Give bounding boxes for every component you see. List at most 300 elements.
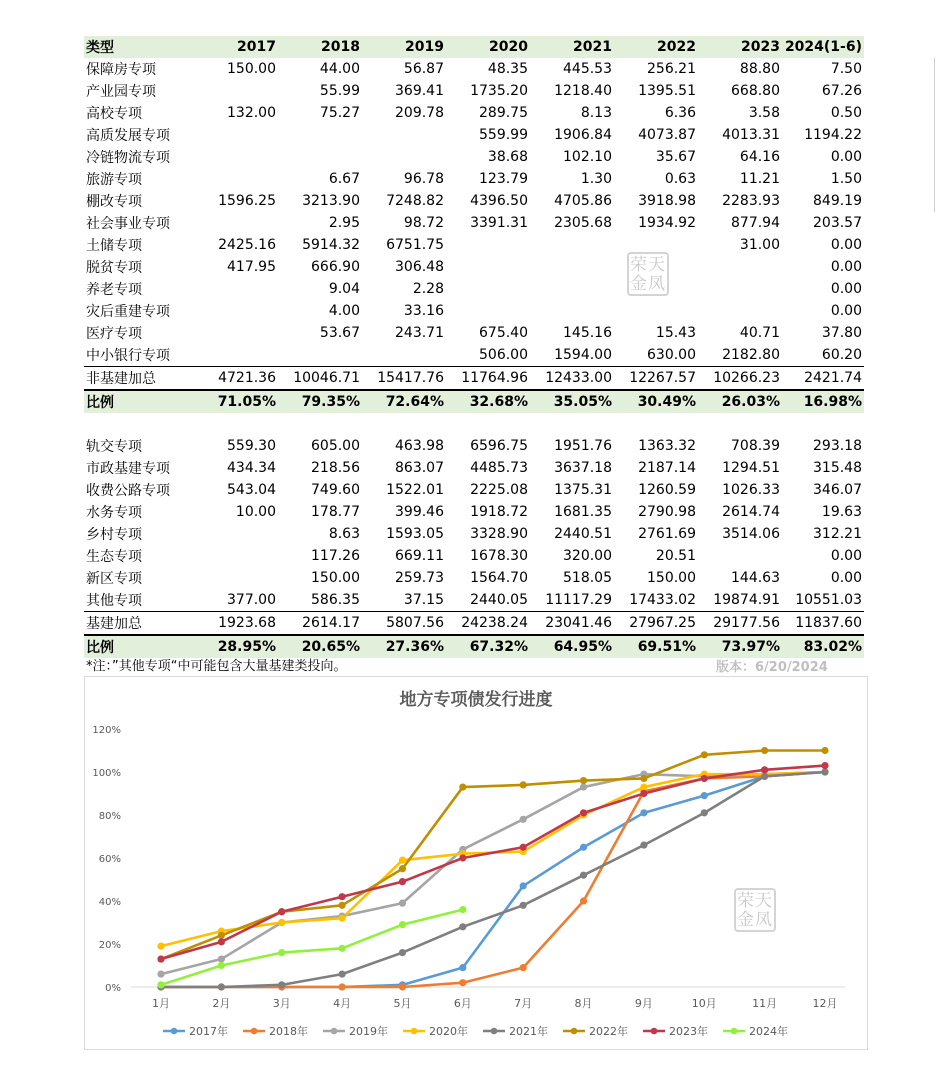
chart-canvas (85, 677, 867, 1049)
value-cell: 675.40 (479, 325, 528, 341)
table-row (84, 58, 864, 80)
data-point (520, 902, 527, 909)
data-point (218, 938, 225, 945)
legend-label: 2017年 (189, 1025, 228, 1038)
x-tick-label: 4月 (333, 997, 352, 1010)
value-cell: 83.02% (803, 639, 862, 655)
value-cell: 56.87 (403, 61, 444, 77)
data-point (640, 775, 647, 782)
data-point (338, 983, 345, 990)
value-cell: 877.94 (731, 215, 780, 231)
value-cell (198, 545, 278, 567)
value-cell: 37.15 (403, 592, 444, 608)
value-cell: 64.16 (739, 149, 780, 165)
data-point (399, 949, 406, 956)
data-point (218, 962, 225, 969)
y-tick-label: 120% (92, 725, 121, 736)
value-cell: 0.00 (830, 570, 862, 586)
data-point (701, 792, 708, 799)
value-cell: 863.07 (395, 460, 444, 476)
x-tick-label: 7月 (514, 997, 533, 1010)
x-tick-label: 10月 (691, 997, 717, 1010)
row-label: 灾后重建专项 (86, 304, 170, 320)
data-point (399, 865, 406, 872)
data-point (157, 971, 164, 978)
data-point (459, 923, 466, 930)
data-point (701, 809, 708, 816)
value-cell: 150.00 (647, 570, 696, 586)
value-cell: 5914.32 (302, 237, 360, 253)
x-tick-label: 9月 (634, 997, 653, 1010)
legend-marker-icon (731, 1028, 738, 1035)
column-header-year: 2020 (489, 39, 528, 55)
value-cell: 38.68 (487, 149, 528, 165)
value-cell (198, 146, 278, 168)
value-cell: 6596.75 (470, 438, 528, 454)
row-label: 基建加总 (84, 612, 198, 636)
value-cell: 6.36 (664, 105, 696, 121)
value-cell: 10266.23 (698, 367, 782, 391)
data-point (399, 921, 406, 928)
table-row (84, 567, 864, 589)
value-cell: 1.50 (830, 171, 862, 187)
row-label: 生态专项 (86, 549, 142, 565)
y-tick-label: 0% (105, 983, 121, 994)
value-cell: 2187.14 (638, 460, 696, 476)
data-point (640, 783, 647, 790)
data-point (761, 773, 768, 780)
table-header-row (84, 36, 864, 58)
data-point (399, 878, 406, 885)
value-cell (446, 300, 530, 322)
data-point (218, 955, 225, 962)
data-point (821, 747, 828, 754)
table-row (84, 234, 864, 256)
value-cell: 30.49% (637, 394, 696, 410)
table-row (84, 300, 864, 322)
bond-issuance-table (84, 36, 864, 658)
value-cell (698, 300, 782, 322)
value-cell: 1594.00 (554, 347, 612, 363)
value-cell (198, 567, 278, 589)
value-cell: 256.21 (647, 61, 696, 77)
value-cell (446, 256, 530, 278)
data-point (580, 809, 587, 816)
value-cell: 518.05 (563, 570, 612, 586)
value-cell: 4013.31 (722, 127, 780, 143)
value-cell: 4396.50 (470, 193, 528, 209)
series-line (161, 772, 825, 987)
value-cell: 3637.18 (554, 460, 612, 476)
value-cell (446, 234, 530, 256)
value-cell: 20.51 (655, 548, 696, 564)
data-point (399, 857, 406, 864)
value-cell: 1951.76 (554, 438, 612, 454)
value-cell (198, 300, 278, 322)
value-cell: 5807.56 (362, 612, 446, 636)
series-line (161, 772, 825, 974)
value-cell: 1375.31 (554, 482, 612, 498)
value-cell (530, 278, 614, 300)
value-cell (198, 212, 278, 234)
row-label: 轨交专项 (86, 439, 142, 455)
value-cell: 48.35 (487, 61, 528, 77)
value-cell: 4485.73 (470, 460, 528, 476)
value-cell: 434.34 (227, 460, 276, 476)
value-cell: 1681.35 (554, 504, 612, 520)
data-point (580, 783, 587, 790)
value-cell: 0.00 (830, 281, 862, 297)
value-cell: 1363.32 (638, 438, 696, 454)
data-point (520, 781, 527, 788)
value-cell: 2440.05 (470, 592, 528, 608)
value-cell: 33.16 (403, 303, 444, 319)
row-label: 土储专项 (86, 238, 142, 254)
value-cell: 2761.69 (638, 526, 696, 542)
legend-marker-icon (411, 1028, 418, 1035)
row-label: 非基建加总 (84, 367, 198, 391)
non-infra-total-row (84, 367, 864, 391)
value-cell: 8.63 (328, 526, 360, 542)
data-point (459, 906, 466, 913)
table-row (84, 435, 864, 457)
data-point (580, 872, 587, 879)
table-row (84, 256, 864, 278)
value-cell: 26.03% (721, 394, 780, 410)
row-label: 保障房专项 (86, 62, 156, 78)
value-cell: 3391.31 (470, 215, 528, 231)
value-cell: 506.00 (479, 347, 528, 363)
x-tick-label: 3月 (272, 997, 291, 1010)
value-cell: 64.95% (553, 639, 612, 655)
value-cell (198, 523, 278, 545)
value-cell (362, 146, 446, 168)
row-label: 脱贫专项 (86, 260, 142, 276)
value-cell: 7.50 (830, 61, 862, 77)
data-point (520, 882, 527, 889)
data-point (218, 932, 225, 939)
y-tick-label: 80% (98, 811, 121, 822)
value-cell: 605.00 (311, 438, 360, 454)
table-row (84, 278, 864, 300)
column-header-year: 2022 (657, 39, 696, 55)
x-tick-label: 1月 (152, 997, 170, 1010)
value-cell: 28.95% (217, 639, 276, 655)
data-point (338, 945, 345, 952)
value-cell (198, 168, 278, 190)
value-cell: 1735.20 (470, 83, 528, 99)
value-cell: 24238.24 (446, 612, 530, 636)
data-point (701, 751, 708, 758)
legend-label: 2021年 (509, 1025, 548, 1038)
value-cell: 3918.98 (638, 193, 696, 209)
x-tick-label: 6月 (453, 997, 472, 1010)
data-point (399, 900, 406, 907)
value-cell: 79.35% (301, 394, 360, 410)
value-cell (362, 344, 446, 367)
column-header-year: 2024(1-6) (784, 39, 862, 55)
value-cell: 559.99 (479, 127, 528, 143)
data-point (278, 908, 285, 915)
legend-label: 2020年 (429, 1025, 468, 1038)
value-cell: 29177.56 (698, 612, 782, 636)
spacer-row (84, 413, 864, 435)
bond-issuance-table-container (84, 36, 864, 658)
value-cell (198, 80, 278, 102)
value-cell: 1395.51 (638, 83, 696, 99)
table-row (84, 457, 864, 479)
value-cell: 346.07 (813, 482, 862, 498)
row-label: 比例 (86, 640, 114, 656)
value-cell: 0.00 (830, 259, 862, 275)
data-point (338, 971, 345, 978)
value-cell: 1596.25 (218, 193, 276, 209)
value-cell: 0.63 (664, 171, 696, 187)
legend-marker-icon (171, 1028, 178, 1035)
value-cell: 0.00 (830, 237, 862, 253)
legend-label: 2019年 (349, 1025, 388, 1038)
value-cell: 2283.93 (722, 193, 780, 209)
value-cell: 32.68% (469, 394, 528, 410)
data-point (278, 981, 285, 988)
watermark-stamp-icon: 荣天 金凤 (627, 252, 669, 296)
value-cell (198, 344, 278, 367)
value-cell: 75.27 (319, 105, 360, 121)
value-cell: 0.00 (830, 303, 862, 319)
table-row (84, 545, 864, 567)
x-tick-label: 2月 (212, 997, 231, 1010)
value-cell (698, 256, 782, 278)
value-cell: 4073.87 (638, 127, 696, 143)
value-cell: 150.00 (227, 61, 276, 77)
value-cell: 35.67 (655, 149, 696, 165)
value-cell: 6.67 (328, 171, 360, 187)
value-cell: 27.36% (385, 639, 444, 655)
table-row (84, 479, 864, 501)
row-label: 高校专项 (86, 106, 142, 122)
data-point (520, 964, 527, 971)
value-cell: 1218.40 (554, 83, 612, 99)
data-point (640, 842, 647, 849)
value-cell: 2790.98 (638, 504, 696, 520)
value-cell: 4.00 (328, 303, 360, 319)
value-cell: 72.64% (385, 394, 444, 410)
value-cell: 849.19 (813, 193, 862, 209)
value-cell: 123.79 (479, 171, 528, 187)
y-tick-label: 100% (92, 768, 121, 779)
value-cell (198, 322, 278, 344)
value-cell: 117.26 (311, 548, 360, 564)
data-point (821, 762, 828, 769)
value-cell: 144.63 (731, 570, 780, 586)
legend-label: 2023年 (669, 1025, 708, 1038)
value-cell (698, 545, 782, 567)
value-cell: 3213.90 (302, 193, 360, 209)
data-point (640, 809, 647, 816)
data-point (338, 915, 345, 922)
value-cell: 630.00 (647, 347, 696, 363)
legend-label: 2018年 (269, 1025, 308, 1038)
data-point (761, 747, 768, 754)
value-cell: 668.80 (731, 83, 780, 99)
value-cell: 19.63 (821, 504, 862, 520)
value-cell (530, 256, 614, 278)
value-cell: 73.97% (721, 639, 780, 655)
value-cell: 369.41 (395, 83, 444, 99)
value-cell: 96.78 (403, 171, 444, 187)
data-point (580, 777, 587, 784)
value-cell: 209.78 (395, 105, 444, 121)
table-body (84, 36, 864, 658)
value-cell: 708.39 (731, 438, 780, 454)
value-cell (614, 300, 698, 322)
x-tick-label: 5月 (393, 997, 412, 1010)
x-tick-label: 11月 (752, 997, 778, 1010)
value-cell: 17433.02 (629, 592, 696, 608)
row-label: 新区专项 (86, 571, 142, 587)
chart-title: 地方专项债发行进度 (399, 690, 553, 710)
legend-marker-icon (491, 1028, 498, 1035)
series-line (161, 772, 825, 987)
value-cell: 1923.68 (198, 612, 278, 636)
y-tick-label: 20% (98, 940, 121, 951)
value-cell (278, 124, 362, 146)
row-label: 其他专项 (86, 593, 142, 609)
value-cell: 463.98 (395, 438, 444, 454)
value-cell: 9.04 (328, 281, 360, 297)
data-point (278, 949, 285, 956)
data-point (338, 902, 345, 909)
value-cell: 10551.03 (795, 592, 862, 608)
row-label: 冷链物流专项 (86, 150, 170, 166)
infra-total-row (84, 612, 864, 636)
value-cell: 543.04 (227, 482, 276, 498)
value-cell: 145.16 (563, 325, 612, 341)
value-cell: 6751.75 (386, 237, 444, 253)
value-cell: 1260.59 (638, 482, 696, 498)
data-point (459, 979, 466, 986)
value-cell: 669.11 (395, 548, 444, 564)
value-cell: 67.26 (821, 83, 862, 99)
value-cell: 2440.51 (554, 526, 612, 542)
value-cell: 60.20 (821, 347, 862, 363)
value-cell: 0.50 (830, 105, 862, 121)
value-cell: 11837.60 (782, 612, 864, 636)
data-point (459, 964, 466, 971)
value-cell: 749.60 (311, 482, 360, 498)
value-cell (198, 124, 278, 146)
data-point (278, 919, 285, 926)
series-line (161, 772, 825, 987)
value-cell: 445.53 (563, 61, 612, 77)
value-cell: 1522.01 (386, 482, 444, 498)
value-cell: 69.51% (637, 639, 696, 655)
column-header-year: 2018 (321, 39, 360, 55)
footnote: *注：”其他专项“中可能包含大量基建类投向。 (86, 659, 347, 674)
value-cell: 3514.06 (722, 526, 780, 542)
data-point (399, 983, 406, 990)
value-cell (278, 146, 362, 168)
value-cell: 1194.22 (804, 127, 862, 143)
value-cell: 3328.90 (470, 526, 528, 542)
value-cell: 132.00 (227, 105, 276, 121)
value-cell: 259.73 (395, 570, 444, 586)
table-row (84, 124, 864, 146)
value-cell: 2.28 (412, 281, 444, 297)
value-cell: 37.80 (821, 325, 862, 341)
value-cell: 27967.25 (614, 612, 698, 636)
value-cell: 218.56 (311, 460, 360, 476)
value-cell: 35.05% (553, 394, 612, 410)
value-cell: 1918.72 (470, 504, 528, 520)
value-cell: 2421.74 (782, 367, 864, 391)
column-header-type: 类型 (86, 40, 114, 56)
value-cell: 40.71 (739, 325, 780, 341)
value-cell (446, 278, 530, 300)
data-point (761, 766, 768, 773)
column-header-year: 2023 (741, 39, 780, 55)
legend-marker-icon (251, 1028, 258, 1035)
spacer-cell (84, 413, 864, 435)
row-label: 旅游专项 (86, 172, 142, 188)
value-cell: 12433.00 (530, 367, 614, 391)
row-label: 产业园专项 (86, 84, 156, 100)
value-cell: 2614.17 (278, 612, 362, 636)
value-cell: 1294.51 (722, 460, 780, 476)
value-cell (198, 278, 278, 300)
data-point (520, 816, 527, 823)
data-point (580, 844, 587, 851)
value-cell: 4705.86 (554, 193, 612, 209)
value-cell: 11117.29 (545, 592, 612, 608)
value-cell: 312.21 (813, 526, 862, 542)
value-cell: 586.35 (311, 592, 360, 608)
data-point (459, 783, 466, 790)
value-cell: 16.98% (803, 394, 862, 410)
column-header-year: 2019 (405, 39, 444, 55)
value-cell: 0.00 (830, 548, 862, 564)
data-point (218, 983, 225, 990)
table-row (84, 501, 864, 523)
row-label: 比例 (86, 395, 114, 411)
value-cell: 12267.57 (614, 367, 698, 391)
value-cell: 31.00 (739, 237, 780, 253)
value-cell: 2.95 (328, 215, 360, 231)
value-cell: 1.30 (580, 171, 612, 187)
value-cell: 417.95 (227, 259, 276, 275)
value-cell: 1906.84 (554, 127, 612, 143)
value-cell: 71.05% (217, 394, 276, 410)
data-point (338, 893, 345, 900)
value-cell: 1026.33 (722, 482, 780, 498)
value-cell: 666.90 (311, 259, 360, 275)
value-cell: 7248.82 (386, 193, 444, 209)
row-label: 收费公路专项 (86, 483, 170, 499)
data-point (157, 981, 164, 988)
value-cell: 67.32% (469, 639, 528, 655)
value-cell: 98.72 (403, 215, 444, 231)
table-row (84, 146, 864, 168)
value-cell: 53.67 (319, 325, 360, 341)
value-cell: 178.77 (311, 504, 360, 520)
table-row (84, 80, 864, 102)
row-label: 水务专项 (86, 505, 142, 521)
value-cell: 1564.70 (470, 570, 528, 586)
value-cell (698, 278, 782, 300)
table-row (84, 102, 864, 124)
series-line (161, 766, 825, 960)
y-tick-label: 40% (98, 897, 121, 908)
